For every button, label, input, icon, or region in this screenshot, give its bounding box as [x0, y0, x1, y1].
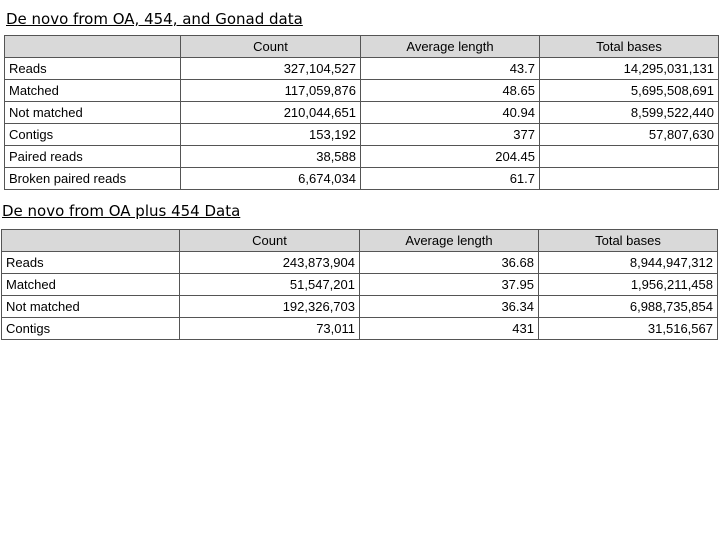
- average-length-cell: 37.95: [360, 274, 539, 296]
- average-length-cell: 204.45: [361, 146, 540, 168]
- table-row: [5, 102, 719, 124]
- total-bases-cell: 5,695,508,691: [540, 80, 719, 102]
- total-bases-cell: 8,599,522,440: [540, 102, 719, 124]
- table1: [4, 35, 719, 190]
- table2-header-row: [2, 230, 718, 252]
- total-bases-cell: 57,807,630: [540, 124, 719, 146]
- table2: [1, 229, 718, 340]
- row-label: Paired reads: [5, 146, 181, 168]
- table-row: [2, 252, 718, 274]
- total-bases-cell: [540, 168, 719, 190]
- average-length-cell: 48.65: [361, 80, 540, 102]
- count-cell: 192,326,703: [180, 296, 360, 318]
- row-label: Reads: [2, 252, 180, 274]
- row-label: Matched: [5, 80, 181, 102]
- average-length-cell: 36.68: [360, 252, 539, 274]
- row-label: Matched: [2, 274, 180, 296]
- table-row: [5, 80, 719, 102]
- total-bases-cell: 6,988,735,854: [539, 296, 718, 318]
- row-label: Reads: [5, 58, 181, 80]
- row-label: Broken paired reads: [5, 168, 181, 190]
- count-cell: 153,192: [181, 124, 361, 146]
- table-row: [5, 124, 719, 146]
- average-length-cell: 61.7: [361, 168, 540, 190]
- row-label: Contigs: [2, 318, 180, 340]
- count-cell: 51,547,201: [180, 274, 360, 296]
- average-length-cell: 43.7: [361, 58, 540, 80]
- row-label: Not matched: [2, 296, 180, 318]
- table2-title: De novo from OA plus 454 Data: [2, 202, 241, 220]
- table1-header-average-length: Average length: [361, 36, 540, 58]
- total-bases-cell: 14,295,031,131: [540, 58, 719, 80]
- average-length-cell: 36.34: [360, 296, 539, 318]
- average-length-cell: 40.94: [361, 102, 540, 124]
- table-row: [5, 58, 719, 80]
- table-row: [2, 274, 718, 296]
- count-cell: 243,873,904: [180, 252, 360, 274]
- table2-header-average-length: Average length: [360, 230, 539, 252]
- table2-header-corner: [2, 230, 180, 252]
- total-bases-cell: [540, 146, 719, 168]
- row-label: Contigs: [5, 124, 181, 146]
- row-label: Not matched: [5, 102, 181, 124]
- table1-title: De novo from OA, 454, and Gonad data: [6, 10, 303, 28]
- table-row: [5, 146, 719, 168]
- table-row: [5, 168, 719, 190]
- count-cell: 73,011: [180, 318, 360, 340]
- count-cell: 210,044,651: [181, 102, 361, 124]
- average-length-cell: 431: [360, 318, 539, 340]
- table1-header-row: [5, 36, 719, 58]
- count-cell: 38,588: [181, 146, 361, 168]
- table1-header-total-bases: Total bases: [540, 36, 719, 58]
- total-bases-cell: 8,944,947,312: [539, 252, 718, 274]
- table1-header-count: Count: [181, 36, 361, 58]
- table2-header-count: Count: [180, 230, 360, 252]
- table1-header-corner: [5, 36, 181, 58]
- table-row: [2, 318, 718, 340]
- table-row: [2, 296, 718, 318]
- count-cell: 117,059,876: [181, 80, 361, 102]
- total-bases-cell: 1,956,211,458: [539, 274, 718, 296]
- count-cell: 6,674,034: [181, 168, 361, 190]
- count-cell: 327,104,527: [181, 58, 361, 80]
- table2-header-total-bases: Total bases: [539, 230, 718, 252]
- average-length-cell: 377: [361, 124, 540, 146]
- total-bases-cell: 31,516,567: [539, 318, 718, 340]
